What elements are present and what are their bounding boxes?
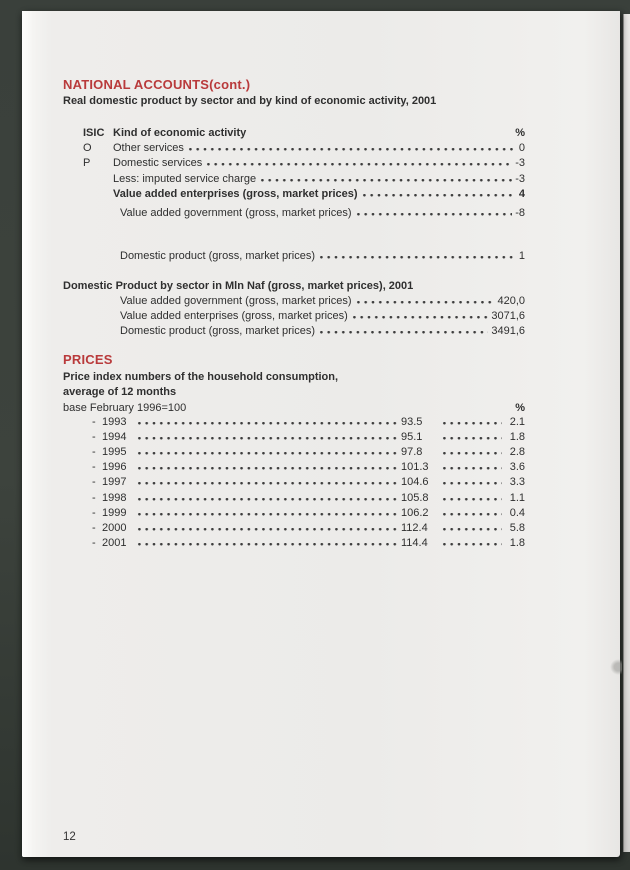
year-label: 1996 bbox=[102, 461, 127, 474]
isic-table-header bbox=[83, 126, 525, 141]
amount-value: 3071,6 bbox=[491, 309, 525, 322]
dot-leader bbox=[352, 316, 489, 319]
row-bullet: - bbox=[92, 461, 96, 474]
dot-leader bbox=[356, 301, 495, 304]
index-value: 95.1 bbox=[401, 430, 423, 443]
table-row bbox=[83, 172, 525, 187]
secondary-page-edge bbox=[623, 14, 630, 852]
page-number: 12 bbox=[63, 831, 76, 843]
change-value: 3.3 bbox=[509, 476, 525, 489]
price-row bbox=[92, 460, 525, 475]
prices-subtitle-line1: Price index numbers of the household consumption, bbox=[63, 370, 339, 383]
page-left-edge-highlight bbox=[22, 11, 33, 857]
dot-leader bbox=[319, 331, 488, 334]
isic-code-cell: O bbox=[83, 142, 92, 155]
price-index-base-row bbox=[63, 401, 525, 416]
price-row bbox=[92, 536, 525, 551]
change-value: 1.8 bbox=[509, 430, 525, 443]
dot-leader bbox=[137, 467, 398, 470]
section-heading-prices: PRICES bbox=[63, 352, 113, 367]
isic-code-cell: P bbox=[83, 157, 91, 170]
dot-leader bbox=[442, 452, 502, 455]
base-year-label: base February 1996=100 bbox=[63, 401, 187, 414]
year-label: 1994 bbox=[102, 430, 127, 443]
section-heading-national-accounts: NATIONAL ACCOUNTS(cont.) bbox=[63, 77, 251, 92]
year-label: 1993 bbox=[102, 415, 127, 428]
change-value: 0.4 bbox=[509, 506, 525, 519]
activity-label: Domestic services bbox=[113, 157, 203, 170]
index-value: 106.2 bbox=[401, 506, 429, 519]
price-row bbox=[92, 445, 525, 460]
year-label: 1998 bbox=[102, 491, 127, 504]
dot-leader bbox=[188, 148, 516, 151]
table-row bbox=[120, 324, 525, 339]
index-value: 93.5 bbox=[401, 415, 423, 428]
amount-value: 3491,6 bbox=[491, 325, 525, 338]
table-row bbox=[120, 206, 525, 221]
percent-value: -3 bbox=[515, 157, 525, 170]
index-value: 105.8 bbox=[401, 491, 429, 504]
row-bullet: - bbox=[92, 522, 96, 534]
dot-leader bbox=[319, 256, 516, 259]
dot-leader bbox=[362, 194, 516, 197]
percent-value: 1 bbox=[518, 249, 525, 262]
dot-leader bbox=[137, 528, 398, 531]
year-label: 2001 bbox=[102, 537, 127, 550]
row-bullet: - bbox=[92, 491, 96, 504]
table-row bbox=[83, 187, 525, 202]
dot-leader bbox=[137, 543, 398, 546]
index-value: 101.3 bbox=[401, 461, 429, 474]
mln-naf-rows bbox=[120, 294, 525, 340]
activity-label: Other services bbox=[113, 142, 184, 155]
dot-leader bbox=[442, 467, 502, 470]
percent-value: 0 bbox=[518, 142, 525, 155]
isic-rows bbox=[83, 141, 525, 202]
dot-leader bbox=[137, 498, 398, 501]
change-value: 2.1 bbox=[509, 415, 525, 428]
index-value: 112.4 bbox=[401, 522, 428, 534]
percent-column-header: % bbox=[515, 401, 525, 414]
mln-naf-heading: Domestic Product by sector in Mln Naf (gross, market prices), 2001 bbox=[63, 279, 414, 292]
table-row bbox=[120, 309, 525, 324]
dot-leader bbox=[442, 482, 502, 485]
percent-column-header: % bbox=[515, 127, 525, 139]
percent-value: -3 bbox=[515, 172, 525, 185]
document-page bbox=[22, 11, 620, 857]
change-value: 1.1 bbox=[509, 491, 525, 504]
row-bullet: - bbox=[92, 446, 96, 459]
dot-leader bbox=[137, 452, 398, 455]
sector-label: Domestic product (gross, market prices) bbox=[120, 325, 315, 338]
isic-column-header: ISIC bbox=[83, 127, 105, 139]
prices-subtitle bbox=[63, 370, 338, 401]
year-label: 1999 bbox=[102, 506, 127, 519]
dot-leader bbox=[442, 543, 502, 546]
activity-column-header: Kind of economic activity bbox=[113, 127, 247, 139]
price-row bbox=[92, 521, 525, 536]
change-value: 3.6 bbox=[509, 461, 525, 474]
table-row bbox=[83, 141, 525, 156]
activity-label: Domestic product (gross, market prices) bbox=[120, 249, 315, 262]
dot-leader bbox=[442, 528, 502, 531]
table-row bbox=[120, 249, 525, 264]
prices-subtitle-line2: average of 12 months bbox=[63, 386, 177, 399]
activity-label: Less: imputed service charge bbox=[113, 172, 257, 185]
change-value: 1.8 bbox=[509, 537, 525, 550]
price-rows bbox=[92, 415, 525, 552]
row-bullet: - bbox=[92, 415, 96, 428]
dot-leader bbox=[137, 422, 398, 425]
index-value: 97.8 bbox=[401, 446, 423, 459]
table-row bbox=[83, 156, 525, 171]
row-bullet: - bbox=[92, 430, 96, 443]
activity-label: Value added enterprises (gross, market prices) bbox=[113, 187, 358, 200]
percent-value: 4 bbox=[518, 187, 525, 200]
national-accounts-subtitle: Real domestic product by sector and by kind of economic activity, 2001 bbox=[63, 95, 437, 107]
index-value: 114.4 bbox=[401, 537, 428, 550]
price-row bbox=[92, 415, 525, 430]
row-bullet: - bbox=[92, 537, 96, 550]
price-row bbox=[92, 491, 525, 506]
isic-table bbox=[83, 126, 525, 202]
year-label: 2000 bbox=[102, 522, 127, 534]
dot-leader bbox=[206, 163, 512, 166]
dot-leader bbox=[442, 498, 502, 501]
price-row bbox=[92, 475, 525, 490]
price-row bbox=[92, 506, 525, 521]
dot-leader bbox=[260, 179, 512, 182]
page-curl-mark bbox=[610, 659, 622, 675]
sector-label: Value added enterprises (gross, market prices) bbox=[120, 309, 348, 322]
dot-leader bbox=[442, 422, 502, 425]
table-row bbox=[120, 294, 525, 309]
dot-leader bbox=[137, 437, 398, 440]
price-row bbox=[92, 430, 525, 445]
row-bullet: - bbox=[92, 476, 96, 489]
change-value: 5.8 bbox=[509, 522, 525, 534]
dot-leader bbox=[442, 437, 502, 440]
dot-leader bbox=[442, 513, 502, 516]
year-label: 1995 bbox=[102, 446, 127, 459]
change-value: 2.8 bbox=[509, 446, 525, 459]
year-label: 1997 bbox=[102, 476, 127, 489]
percent-value: -8 bbox=[515, 206, 525, 219]
dot-leader bbox=[137, 482, 398, 485]
activity-label: Value added government (gross, market prices) bbox=[120, 206, 352, 219]
dot-leader bbox=[137, 513, 398, 516]
dot-leader bbox=[356, 213, 513, 216]
row-bullet: - bbox=[92, 506, 96, 519]
sector-label: Value added government (gross, market prices) bbox=[120, 294, 352, 307]
index-value: 104.6 bbox=[401, 476, 429, 489]
amount-value: 420,0 bbox=[497, 294, 525, 307]
